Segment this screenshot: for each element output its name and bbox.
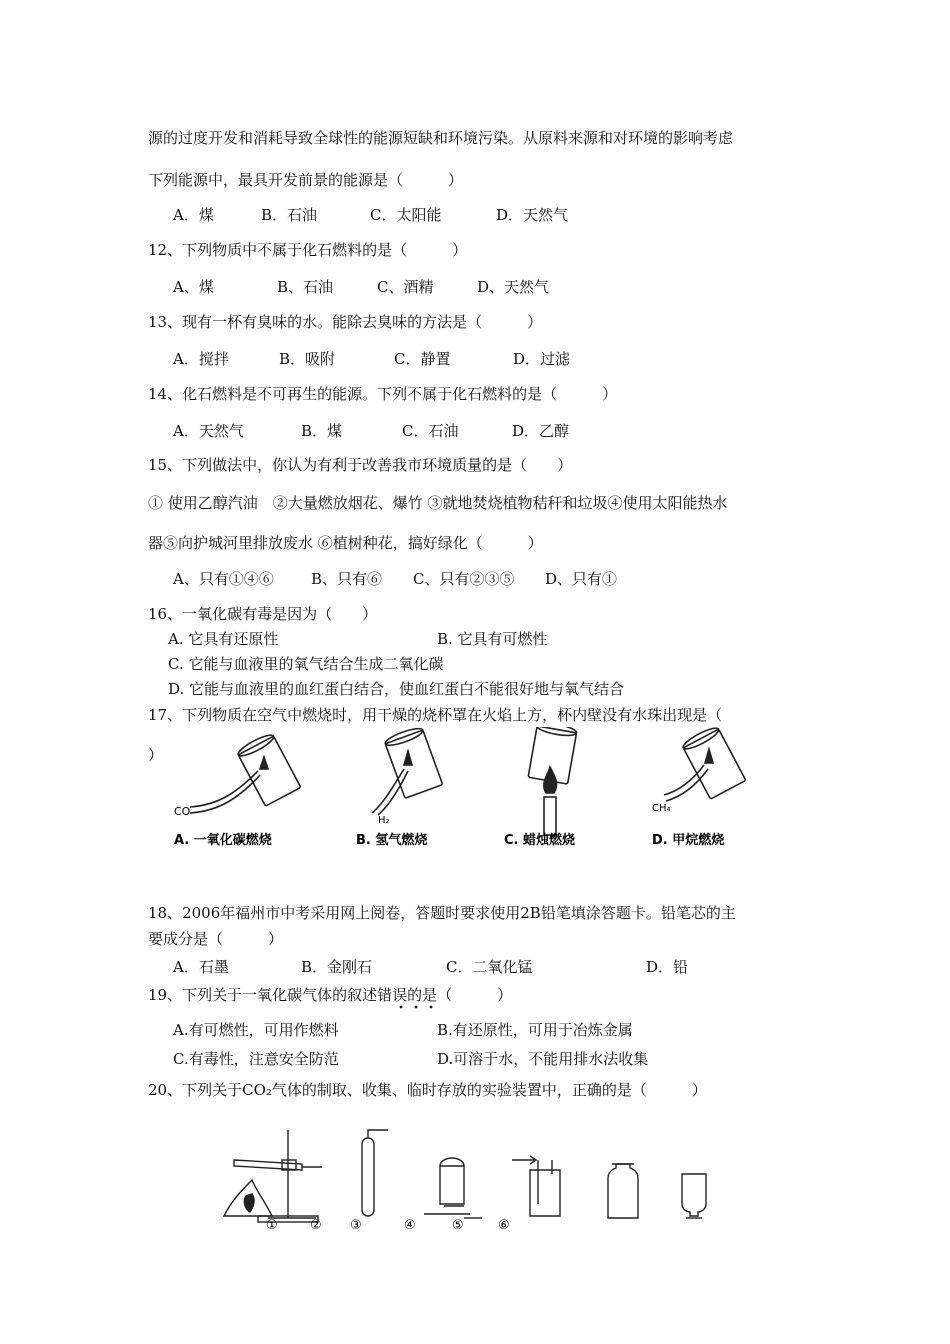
q12-option-c: C、酒精 xyxy=(377,278,434,296)
q15-option-d: D、只有① xyxy=(545,570,618,588)
apparatus-reagent-bottle xyxy=(608,1164,638,1218)
q16-option-a: A. 它具有还原性 xyxy=(168,630,279,648)
q13-option-d: D．过滤 xyxy=(513,350,571,368)
figure-c-candle-burning xyxy=(528,727,577,835)
q12-option-a: A、煤 xyxy=(173,278,214,296)
apparatus-4-inverted-bottle xyxy=(424,1158,470,1214)
gas-label-h2: H₂ xyxy=(378,815,390,826)
q18-stem-line2: 要成分是（ ） xyxy=(148,930,284,948)
figure17-label-a: A. 一氧化碳燃烧 xyxy=(174,833,272,848)
q13-option-c: C．静置 xyxy=(394,350,451,368)
apparatus-inverted-jar xyxy=(682,1174,706,1218)
q16-option-c: C. 它能与血液里的氧气结合生成二氧化碳 xyxy=(168,655,444,673)
figure-b-hydrogen-burning xyxy=(372,727,443,815)
q20-stem: 20、下列关于CO₂气体的制取、收集、临时存放的实验装置中，正确的是（ ） xyxy=(148,1081,707,1099)
q15-items-line1: ① 使用乙醇汽油 ②大量燃放烟花、爆竹 ③就地焚烧植物秸秆和垃圾④使用太阳能热水 xyxy=(148,494,728,512)
apparatus-3-test-tube xyxy=(362,1130,388,1216)
figure-d-methane-burning xyxy=(664,727,746,801)
q13-option-b: B．吸附 xyxy=(279,350,336,368)
apparatus-label-4: ④ xyxy=(404,1218,416,1233)
q12-option-b: B、石油 xyxy=(277,278,334,296)
q15-option-c: C、只有②③⑤ xyxy=(413,570,515,588)
apparatus-label-1: ① xyxy=(266,1218,278,1233)
q17-combustion-figure xyxy=(160,727,780,855)
q11-option-d: D．天然气 xyxy=(496,206,569,224)
q19-emphasis-dots xyxy=(398,1004,438,1010)
q11-stem-line2: 下列能源中，最具开发前景的能源是（ ） xyxy=(148,171,464,189)
q15-stem: 15、下列做法中，你认为有利于改善我市环境质量的是（ ） xyxy=(148,456,573,474)
q18-option-c: C．二氧化锰 xyxy=(446,958,533,976)
q18-option-b: B．金刚石 xyxy=(301,958,373,976)
apparatus-label-5: ⑤ xyxy=(452,1218,464,1233)
q19-option-d: D.可溶于水，不能用排水法收集 xyxy=(437,1050,649,1068)
q15-option-b: B、只有⑥ xyxy=(311,570,383,588)
q14-option-c: C．石油 xyxy=(402,422,459,440)
q11-option-a: A．煤 xyxy=(173,206,214,224)
q16-option-b: B. 它具有可燃性 xyxy=(437,630,548,648)
q13-stem: 13、现有一杯有臭味的水。能除去臭味的方法是（ ） xyxy=(148,313,543,331)
figure17-label-b: B. 氢气燃烧 xyxy=(356,833,428,848)
q17-stem: 17、下列物质在空气中燃烧时，用干燥的烧杯罩在火焰上方，杯内壁没有水珠出现是（ xyxy=(148,706,723,724)
q11-option-b: B．石油 xyxy=(261,206,318,224)
q18-stem-line1: 18、2006年福州市中考采用网上阅卷，答题时要求使用2B铅笔填涂答题卡。铅笔芯的主 xyxy=(148,904,736,922)
figure17-label-d: D. 甲烷燃烧 xyxy=(652,833,725,848)
q15-items-line2: 器⑤向护城河里排放废水 ⑥植树种花，搞好绿化（ ） xyxy=(148,534,543,552)
q19-option-a: A.有可燃性，可用作燃料 xyxy=(173,1021,339,1039)
apparatus-1-heating-tube xyxy=(224,1130,322,1218)
q12-stem: 12、下列物质中不属于化石燃料的是（ ） xyxy=(148,241,468,259)
q19-stem: 19、下列关于一氧化碳气体的叙述错误的是（ ） xyxy=(148,986,513,1004)
q14-option-d: D．乙醇 xyxy=(512,422,570,440)
q15-option-a: A、只有①④⑥ xyxy=(173,570,274,588)
q16-option-d: D. 它能与血液里的血红蛋白结合，使血红蛋白不能很好地与氧气结合 xyxy=(168,680,625,698)
q13-option-a: A．搅拌 xyxy=(173,350,229,368)
q14-stem: 14、化石燃料是不可再生的能源。下列不属于化石燃料的是（ ） xyxy=(148,385,618,403)
q18-option-d: D．铅 xyxy=(646,958,689,976)
q11-stem-line1: 源的过度开发和消耗导致全球性的能源短缺和环境污染。从原料来源和对环境的影响考虑 xyxy=(148,129,734,147)
apparatus-6-gas-bottle xyxy=(512,1156,560,1216)
gas-label-co: CO xyxy=(174,805,191,818)
q18-option-a: A．石墨 xyxy=(173,958,229,976)
apparatus-label-2: ② xyxy=(310,1218,322,1233)
apparatus-label-3: ③ xyxy=(350,1218,362,1233)
q11-option-c: C．太阳能 xyxy=(370,206,442,224)
q14-option-a: A．天然气 xyxy=(173,422,244,440)
q12-option-d: D、天然气 xyxy=(477,278,550,296)
q19-option-c: C.有毒性，注意安全防范 xyxy=(173,1050,339,1068)
q19-option-b: B.有还原性，可用于冶炼金属 xyxy=(437,1021,633,1039)
q20-apparatus-figure xyxy=(212,1120,732,1236)
figure-a-co-burning xyxy=(190,732,301,813)
apparatus-label-6: ⑥ xyxy=(498,1218,510,1233)
gas-label-ch4: CH₄ xyxy=(652,803,671,814)
figure17-label-c: C. 蜡烛燃烧 xyxy=(504,833,576,848)
q14-option-b: B．煤 xyxy=(301,422,343,440)
q17-stem-close: ） xyxy=(148,746,164,764)
q16-stem: 16、一氧化碳有毒是因为（ ） xyxy=(148,605,378,623)
